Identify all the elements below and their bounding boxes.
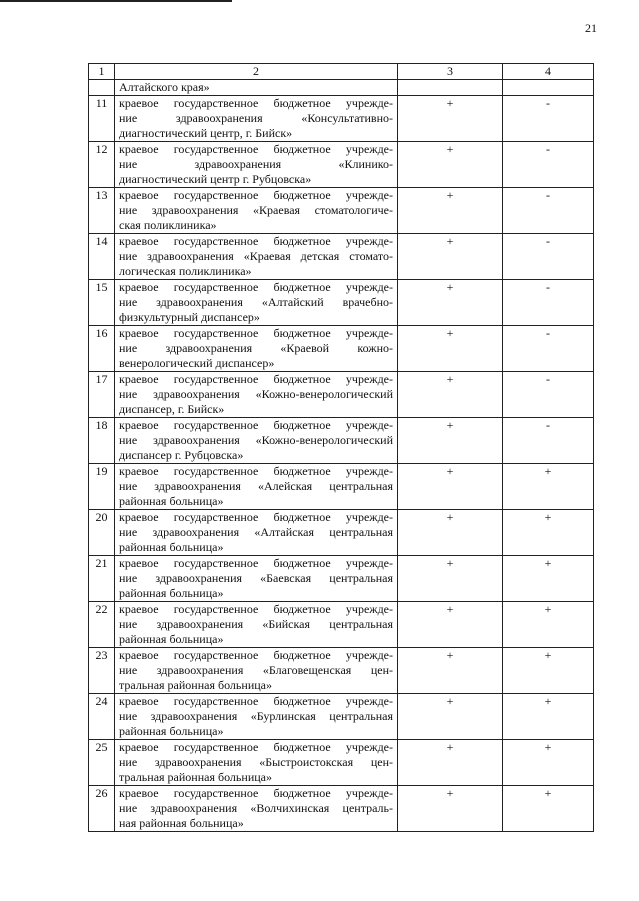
institution-name [115,740,398,786]
institution-name-line: ние здравоохранения «Клинико- [119,157,393,171]
continuation-col3 [398,80,503,96]
institution-name [115,96,398,142]
institution-name-line: краевое государственное бюджетное учрежде- [119,234,393,248]
table-row [89,372,594,418]
header-col-3: 3 [398,64,503,80]
table-row [89,418,594,464]
table-row [89,740,594,786]
col4-mark: - [503,142,594,188]
institution-name-line: краевое государственное бюджетное учрежде- [119,694,393,708]
institution-name-line: краевое государственное бюджетное учрежде- [119,648,393,662]
col4-mark: - [503,280,594,326]
table-row [89,326,594,372]
row-number: 26 [89,786,115,832]
institution-name-line: ние здравоохранения «Краевая детская стомато- [119,249,393,263]
institution-name-line: ние здравоохранения «Баевская центральная [119,571,393,585]
table-row [89,188,594,234]
institution-name-line: диспансер г. Рубцовска» [119,448,244,462]
row-number: 21 [89,556,115,602]
row-number: 16 [89,326,115,372]
institution-name-line: ние здравоохранения «Быстроистокская цен- [119,755,393,769]
col4-mark: - [503,326,594,372]
col3-mark: + [398,142,503,188]
institution-name-line: ние здравоохранения «Волчихинская централь- [119,801,393,815]
header-col-4: 4 [503,64,594,80]
table-row [89,556,594,602]
row-number: 23 [89,648,115,694]
header-col-2: 2 [115,64,398,80]
col3-mark: + [398,602,503,648]
row-number: 20 [89,510,115,556]
col3-mark: + [398,510,503,556]
institution-name-line: краевое государственное бюджетное учрежде- [119,740,393,754]
institution-name-line: районная больница» [119,724,224,738]
col3-mark: + [398,694,503,740]
institution-name [115,326,398,372]
row-number: 22 [89,602,115,648]
col4-mark: + [503,648,594,694]
institution-name [115,372,398,418]
institution-name-line: краевое государственное бюджетное учрежде- [119,188,393,202]
institution-name-line: логическая поликлиника» [119,264,252,278]
institution-name-line: районная больница» [119,540,224,554]
institution-name-line: краевое государственное бюджетное учрежде- [119,556,393,570]
col4-mark: + [503,694,594,740]
row-number: 18 [89,418,115,464]
institution-name-line: ние здравоохранения «Кожно-венерологический [119,387,393,401]
col4-mark: - [503,234,594,280]
institution-name-line: ние здравоохранения «Алейская центральная [119,479,393,493]
institution-name-line: ние здравоохранения «Благовещенская цен- [119,663,393,677]
institution-name-line: краевое государственное бюджетное учрежде- [119,372,393,386]
continuation-num [89,80,115,96]
institution-name-line: краевое государственное бюджетное учрежде- [119,326,393,340]
institution-name-line: районная больница» [119,494,224,508]
institution-name [115,142,398,188]
col3-mark: + [398,464,503,510]
institution-name-line: районная больница» [119,632,224,646]
col3-mark: + [398,96,503,142]
col3-mark: + [398,372,503,418]
institution-name [115,464,398,510]
col3-mark: + [398,280,503,326]
row-number: 25 [89,740,115,786]
institution-name [115,280,398,326]
institution-name-line: районная больница» [119,586,224,600]
row-number: 14 [89,234,115,280]
page-number: 21 [585,21,597,35]
col4-mark: + [503,786,594,832]
table-row [89,280,594,326]
row-number: 15 [89,280,115,326]
col4-mark: + [503,464,594,510]
institution-name-line: ние здравоохранения «Алтайский врачебно- [119,295,393,309]
col3-mark: + [398,234,503,280]
institution-name-line: ние здравоохранения «Краевая стоматологиче- [119,203,393,217]
col4-mark: - [503,418,594,464]
continuation-row [89,80,594,96]
institution-name-line: диагностический центр г. Рубцовска» [119,172,312,186]
row-number: 24 [89,694,115,740]
institution-name-line: краевое государственное бюджетное учрежде- [119,418,393,432]
institution-name-line: ние здравоохранения «Консультативно- [119,111,393,125]
institution-name [115,510,398,556]
header-col-1: 1 [89,64,115,80]
row-number: 19 [89,464,115,510]
col4-mark: + [503,510,594,556]
col3-mark: + [398,740,503,786]
institution-name-line: краевое государственное бюджетное учрежде- [119,510,393,524]
institution-name [115,694,398,740]
institution-name-line: венерологический диспансер» [119,356,275,370]
institution-name-line: краевое государственное бюджетное учрежде- [119,142,393,156]
institution-name-line: ние здравоохранения «Бурлинская центральная [119,709,393,723]
institution-name-line: диспансер, г. Бийск» [119,402,225,416]
header-row [89,64,594,80]
col4-mark: - [503,96,594,142]
top-rule [0,0,232,2]
col3-mark: + [398,556,503,602]
institution-name [115,602,398,648]
institution-name-line: краевое государственное бюджетное учрежде- [119,786,393,800]
institution-name-line: краевое государственное бюджетное учрежде- [119,96,393,110]
table-row [89,234,594,280]
col3-mark: + [398,648,503,694]
continuation-col4 [503,80,594,96]
table-row [89,648,594,694]
institution-name-line: тральная районная больница» [119,678,272,692]
institution-name [115,556,398,602]
row-number: 12 [89,142,115,188]
table-row [89,142,594,188]
institution-name-line: тральная районная больница» [119,770,272,784]
row-number: 13 [89,188,115,234]
institution-name-line: краевое государственное бюджетное учрежде- [119,280,393,294]
row-number: 11 [89,96,115,142]
institution-name-line: ная районная больница» [119,816,244,830]
institution-name-line: ние здравоохранения «Краевой кожно- [119,341,393,355]
col4-mark: + [503,556,594,602]
table-row [89,464,594,510]
table-row [89,694,594,740]
col3-mark: + [398,786,503,832]
table-row [89,96,594,142]
institution-name-line: ние здравоохранения «Алтайская центральная [119,525,393,539]
col4-mark: - [503,372,594,418]
institutions-table [88,63,594,832]
institution-name-line: ние здравоохранения «Кожно-венерологический [119,433,393,447]
institution-name-line: ние здравоохранения «Бийская центральная [119,617,393,631]
col4-mark: + [503,602,594,648]
table-row [89,602,594,648]
col3-mark: + [398,326,503,372]
institution-name [115,786,398,832]
institution-name [115,648,398,694]
row-number: 17 [89,372,115,418]
institution-name-line: краевое государственное бюджетное учрежде- [119,464,393,478]
col3-mark: + [398,418,503,464]
institution-name [115,418,398,464]
table-row [89,510,594,556]
institution-name [115,234,398,280]
institution-name-line: ская поликлиника» [119,218,217,232]
institution-name-line: физкультурный диспансер» [119,310,260,324]
col3-mark: + [398,188,503,234]
institution-name [115,188,398,234]
col4-mark: + [503,740,594,786]
continuation-text: Алтайского края» [115,80,398,96]
table-row [89,786,594,832]
institution-name-line: краевое государственное бюджетное учрежде- [119,602,393,616]
institution-name-line: диагностический центр, г. Бийск» [119,126,293,140]
col4-mark: - [503,188,594,234]
